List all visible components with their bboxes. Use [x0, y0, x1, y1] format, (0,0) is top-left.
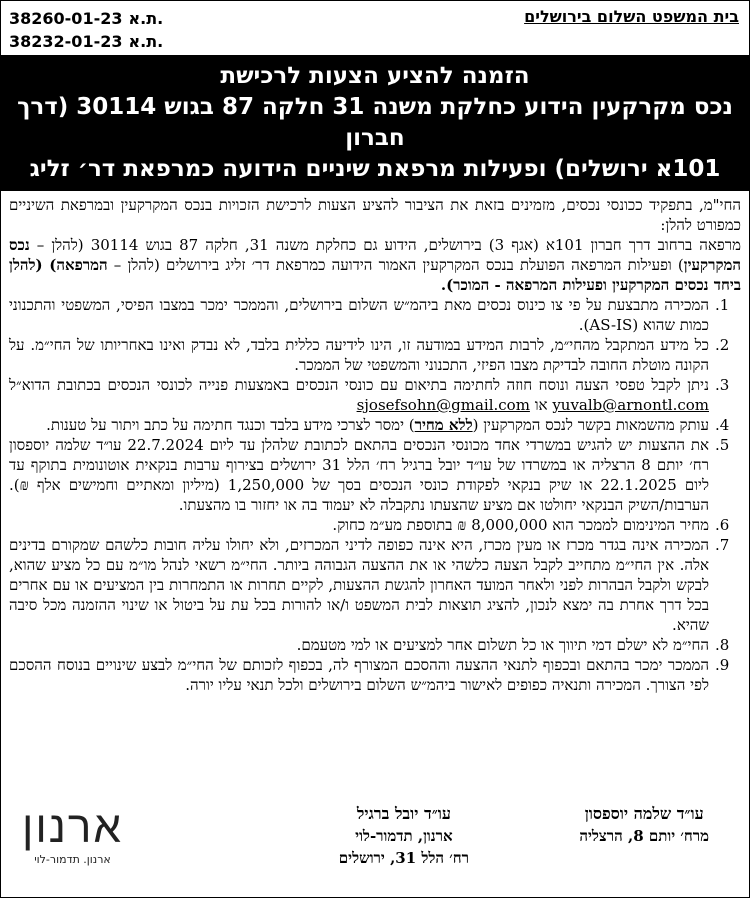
- item-text: המכירה מתבצעת על פי צו כינוס נכסים מאת ביהמ״ש השלום בירושלים, והממכר ימכר במצבו הפיסי, המשפטי והתכנוני כמות שהוא (AS-IS).: [9, 296, 709, 334]
- item-number: 2.: [715, 336, 730, 354]
- item-number: 9.: [715, 656, 730, 674]
- intro-term: ) (להלן ביחד נכסים המקרקעין ופעילות המרפאה - המוכר).: [9, 256, 741, 294]
- notice-body: [1, 191, 749, 695]
- intro-text: ) ופעילות המרפאה הפועלת בנכס המקרקעין האמור הידועה כמרפאת דר׳: [251, 256, 684, 274]
- item-text-part: עותק מהשמאות בקשר לנכס המקרקעין (: [472, 416, 709, 434]
- case-label: ת.א.: [128, 9, 164, 28]
- item-text-part: ניתן לקבל טפסי הצעה ונוסח חוזה לחתימה בתיאום עם כונסי הנכסים באמצעות פנייה לכונסי הנכסים בכתובת הדוא״ל: [9, 376, 709, 394]
- list-item: [9, 295, 741, 335]
- intro-text: (להלן –: [29, 236, 84, 254]
- signer-name: עו״ד יובל ברגיל: [356, 804, 451, 823]
- signature: [579, 803, 709, 847]
- item-text: מחיר המינימום לממכר הוא 8,000,000 ₪ בתוספת מע״מ כחוק.: [332, 516, 709, 534]
- logo-tagline: ארנון. תדמור-לוי: [34, 853, 111, 866]
- list-item: [9, 415, 741, 435]
- list-item: [9, 515, 741, 535]
- intro-text: המקרקעין ובמרפאת השיניים כמפורט להלן:: [9, 196, 741, 234]
- item-number: 7.: [715, 536, 730, 554]
- court-name: בית המשפט השלום בירושלים: [524, 7, 739, 26]
- item-number: 8.: [715, 636, 730, 654]
- signature: [339, 803, 469, 869]
- case-label: ת.א.: [128, 32, 164, 51]
- intro-term: המרפאה: [56, 256, 108, 274]
- intro-text: זליג בירושלים (להלן –: [107, 256, 246, 274]
- list-item: [9, 635, 741, 655]
- item-number: 4.: [715, 416, 730, 434]
- item-text: הממכר ימכר בהתאם ובכפוף לתנאי ההצעה וההסכם המצורף לה, בכפוף לזכותם של החי״מ לבצע שינויים בנוסח ההסכם לפי הצורך. המכירה ותנאיה כפופים לאישור ביהמ״ש השלום בירושלים ולכל תנאי עליו יורה.: [9, 656, 709, 694]
- item-text: החי״מ לא ישלם דמי תיווך או כל תשלום אחר למציעים או למי מטעמם.: [296, 636, 709, 654]
- case-row: [9, 7, 163, 30]
- case-numbers: [9, 7, 163, 53]
- list-item: [9, 535, 741, 635]
- title-line: הזמנה להציע הצעות לרכישת: [220, 63, 530, 89]
- item-number: 1.: [715, 296, 730, 314]
- title-line: נכס מקרקעין הידוע כחלקת משנה 31 חלקה 87 בגוש 30114 (דרך חברון: [17, 94, 733, 151]
- item-number: 3.: [715, 376, 730, 394]
- intro-term: נכס המקרקעין: [9, 236, 741, 274]
- title-line: 101א ירושלים) ופעילות מרפאת שיניים הידועה כמרפאת דר׳ זליג: [29, 156, 721, 182]
- intro-text: מרפאה ברחוב דרך חברון 101א (אגף 3) בירושלים, הידוע גם כחלקת משנה 31, חלקה 87 בגוש 30114: [90, 236, 742, 254]
- case-row: [9, 30, 163, 53]
- signature-block: [1, 803, 749, 885]
- intro-paragraph: [9, 195, 741, 295]
- case-number: 38232-01-23: [9, 32, 123, 51]
- item-text-part: ) ימסר לצרכי מידע בלבד וכנגד חתימה על כתב ויתור על טענות.: [46, 416, 415, 434]
- logo-mark: ארנון: [21, 802, 124, 853]
- email-link[interactable]: yuvalb@arnontl.com: [552, 396, 709, 414]
- email-link[interactable]: sjosefsohn@gmail.com: [356, 396, 530, 414]
- header: [1, 1, 749, 55]
- intro-text: החי"מ, בתפקיד ככונסי נכסים, מזמינים בזאת את הציבור להציע הצעות לרכישת הזכויות בנכס: [184, 196, 741, 214]
- list-item: [9, 375, 741, 415]
- item-number: 6.: [715, 516, 730, 534]
- case-number: 38260-01-23: [9, 9, 123, 28]
- item-text: [9, 415, 709, 435]
- list-item: [9, 435, 741, 515]
- item-text: המכירה אינה בגדר מכרז או מעין מכרז, היא אינה כפופה לדיני המכרזים, ולא יחולו עליה חובות כלשהם שמקורם בדינים אלה. אין החי״מ מתחייב לקבל הצעה כלשהי או את ההצעה הגבוהה ביותר. החי״מ רשאי לנהל מו״מ עם כל מציע שהוא, לבקש ולקבל הבהרות לפני ולאחר המועד האחרון להגשת ההצעות, לקיים תחרות או התמחרות בין המציעים או עם אחרים בכל דרך אחרת בה ימצא לנכון, להציג תוצאות לבית המשפט ו/או להורות בכל עת על ביטול או שינוי ההזמנה מכל סיבה שהיא.: [9, 536, 709, 634]
- item-text: כל מידע המתקבל מהחי״מ, לרבות המידע במודעה זו, הינו לידיעה כללית בלבד, לא נבדק ואינו באחריותו של החי״מ. על הקונה מוטלת החובה לבדיקת מצבו הפיזי, התכנוני והמשפטי של הממכר.: [9, 336, 709, 374]
- list-item: [9, 655, 741, 695]
- item-emphasis: ללא מחיר: [414, 416, 473, 434]
- item-number: 5.: [715, 436, 730, 454]
- signer-firm: ארנון, תדמור-לוי: [355, 827, 453, 845]
- signer-address: מרח׳ יותם 8, הרצליה: [579, 827, 709, 845]
- signer-address: רח׳ הלל 31, ירושלים: [338, 849, 469, 867]
- item-text-part: או: [534, 396, 548, 414]
- item-text: את ההצעות יש להגיש במשרדי אחד מכונסי הנכסים בהתאם לכתובת שלהלן עד ליום 22.7.2024 עו״ד שלמה יוספסון רח׳ יותם 8 הרצליה או במשרדו של עו״ד יובל ברגיל רח׳ הלל 31 ירושלים בצירוף ערבות בנקאית אוטונומית בתוקף עד ליום 22.1.2025 או שיק בנקאי לפקודת כונסי הנכסים בסך של 1,250,000 (מיליון ומאתיים וחמישים אלף ₪). הערבות/השיק הבנקאי יחולטו אם מציע שהצעתו נתקבלה לא יעמוד בה או יחזור בו מהצעתו.: [9, 436, 710, 514]
- item-text: [9, 375, 709, 415]
- title-banner: [1, 55, 749, 191]
- list-item: [9, 335, 741, 375]
- firm-logo: [15, 803, 130, 866]
- signer-name: עו״ד שלמה יוספסון: [584, 804, 704, 823]
